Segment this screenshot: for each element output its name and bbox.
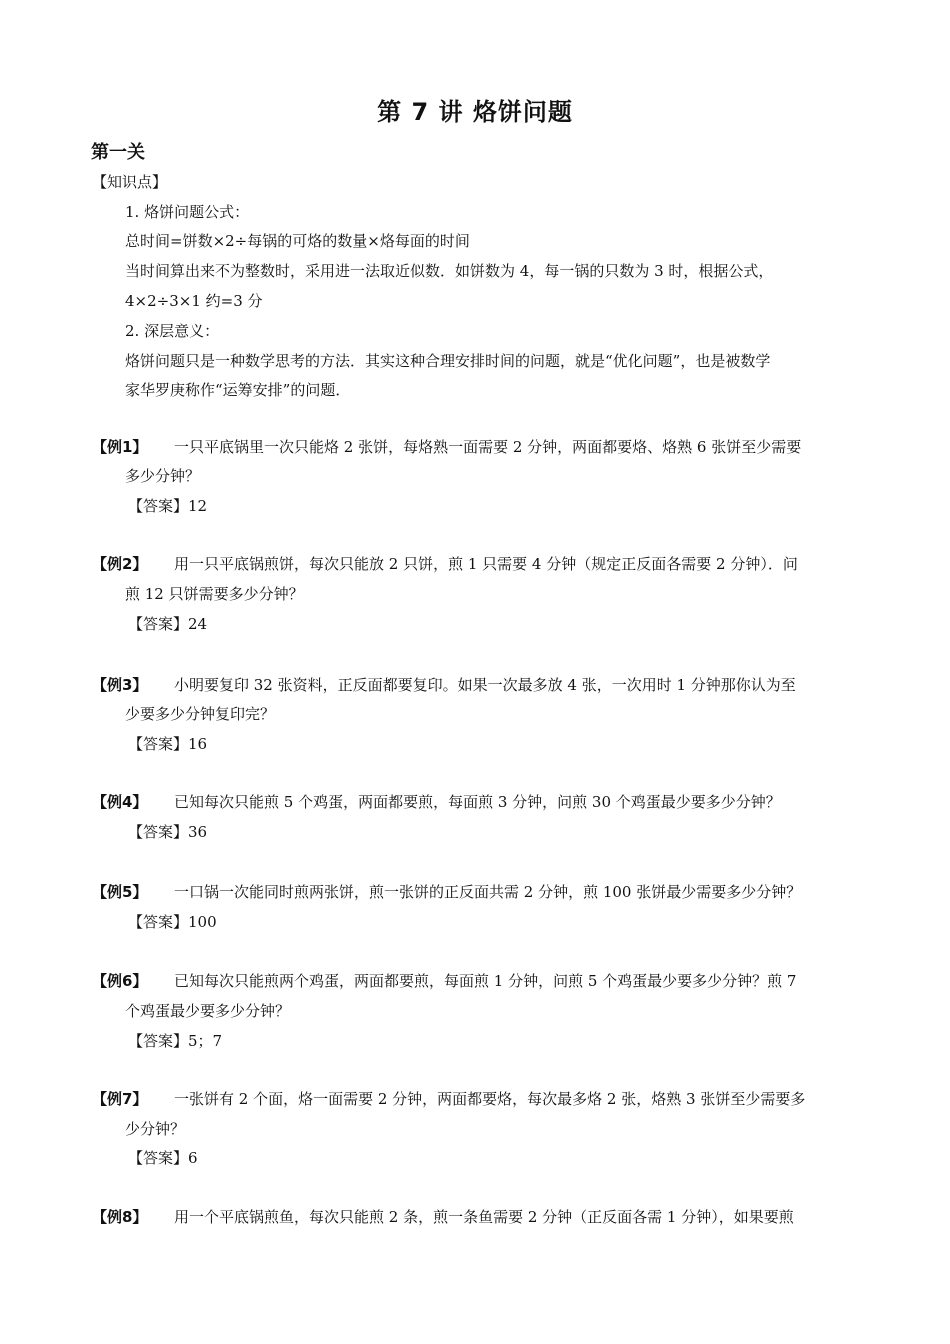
example-question-cont: 多少分钟？	[125, 467, 201, 485]
example-4	[92, 792, 781, 812]
example-question-cont: 少分钟？	[125, 1120, 186, 1138]
knowledge-line: 2. 深层意义：	[125, 322, 220, 340]
example-6	[92, 971, 797, 991]
example-answer: 【答案】36	[128, 823, 208, 841]
example-question-cont: 少要多少分钟复印完？	[125, 705, 276, 723]
example-question: 已知每次只能煎两个鸡蛋，两面都要煎，每面煎 1 分钟，问煎 5 个鸡蛋最少要多少分钟？煎 7	[174, 972, 797, 990]
section-heading: 第一关	[91, 142, 145, 163]
example-answer: 【答案】5；7	[128, 1032, 223, 1050]
knowledge-line: 当时间算出来不为整数时，采用进一法取近似数．如饼数为 4，每一锅的只数为 3 时，根据公式，	[125, 262, 774, 280]
example-answer: 【答案】100	[128, 913, 217, 931]
example-label: 【例5】	[92, 883, 148, 901]
example-question: 已知每次只能煎 5 个鸡蛋，两面都要煎，每面煎 3 分钟，问煎 30 个鸡蛋最少要多少分钟？	[174, 793, 781, 811]
example-3	[92, 675, 796, 695]
example-question-cont: 煎 12 只饼需要多少分钟？	[125, 585, 304, 603]
example-label: 【例8】	[92, 1208, 148, 1226]
example-question: 小明要复印 32 张资料，正反面都要复印。如果一次最多放 4 张，一次用时 1 分钟那你认为至	[174, 676, 796, 694]
example-question: 一只平底锅里一次只能烙 2 张饼，每烙熟一面需要 2 分钟，两面都要烙、烙熟 6 张饼至少需要	[174, 438, 802, 456]
knowledge-line: 烙饼问题只是一种数学思考的方法．其实这种合理安排时间的问题，就是“优化问题”，也是被数学	[125, 352, 771, 370]
example-label: 【例3】	[92, 676, 148, 694]
knowledge-line: 4×2÷3×1 约=3 分	[125, 292, 263, 310]
example-question-cont: 个鸡蛋最少要多少分钟？	[125, 1002, 291, 1020]
example-question: 用一只平底锅煎饼，每次只能放 2 只饼，煎 1 只需要 4 分钟（规定正反面各需要 2 分钟）．问	[174, 555, 798, 573]
example-question: 一口锅一次能同时煎两张饼，煎一张饼的正反面共需 2 分钟，煎 100 张饼最少需要多少分钟？	[174, 883, 802, 901]
example-label: 【例4】	[92, 793, 148, 811]
knowledge-heading: 【知识点】	[92, 173, 168, 191]
example-answer: 【答案】12	[128, 497, 208, 515]
example-answer: 【答案】16	[128, 735, 208, 753]
knowledge-line: 总时间=饼数×2÷每锅的可烙的数量×烙每面的时间	[125, 232, 470, 250]
example-2	[92, 554, 798, 574]
example-8	[92, 1207, 794, 1227]
page-title: 第 7 讲 烙饼问题	[377, 98, 573, 126]
example-5	[92, 882, 802, 902]
example-label: 【例1】	[92, 438, 148, 456]
example-label: 【例7】	[92, 1090, 148, 1108]
knowledge-line: 家华罗庚称作“运筹安排”的问题．	[125, 381, 351, 399]
knowledge-line: 1. 烙饼问题公式：	[125, 203, 250, 221]
example-question: 用一个平底锅煎鱼，每次只能煎 2 条，煎一条鱼需要 2 分钟（正反面各需 1 分钟），如果要煎	[174, 1208, 794, 1226]
example-answer: 【答案】6	[128, 1149, 198, 1167]
example-question: 一张饼有 2 个面，烙一面需要 2 分钟，两面都要烙，每次最多烙 2 张，烙熟 3 张饼至少需要多	[174, 1090, 806, 1108]
example-label: 【例6】	[92, 972, 148, 990]
example-7	[92, 1089, 806, 1109]
example-1	[92, 437, 802, 457]
example-label: 【例2】	[92, 555, 148, 573]
example-answer: 【答案】24	[128, 615, 208, 633]
